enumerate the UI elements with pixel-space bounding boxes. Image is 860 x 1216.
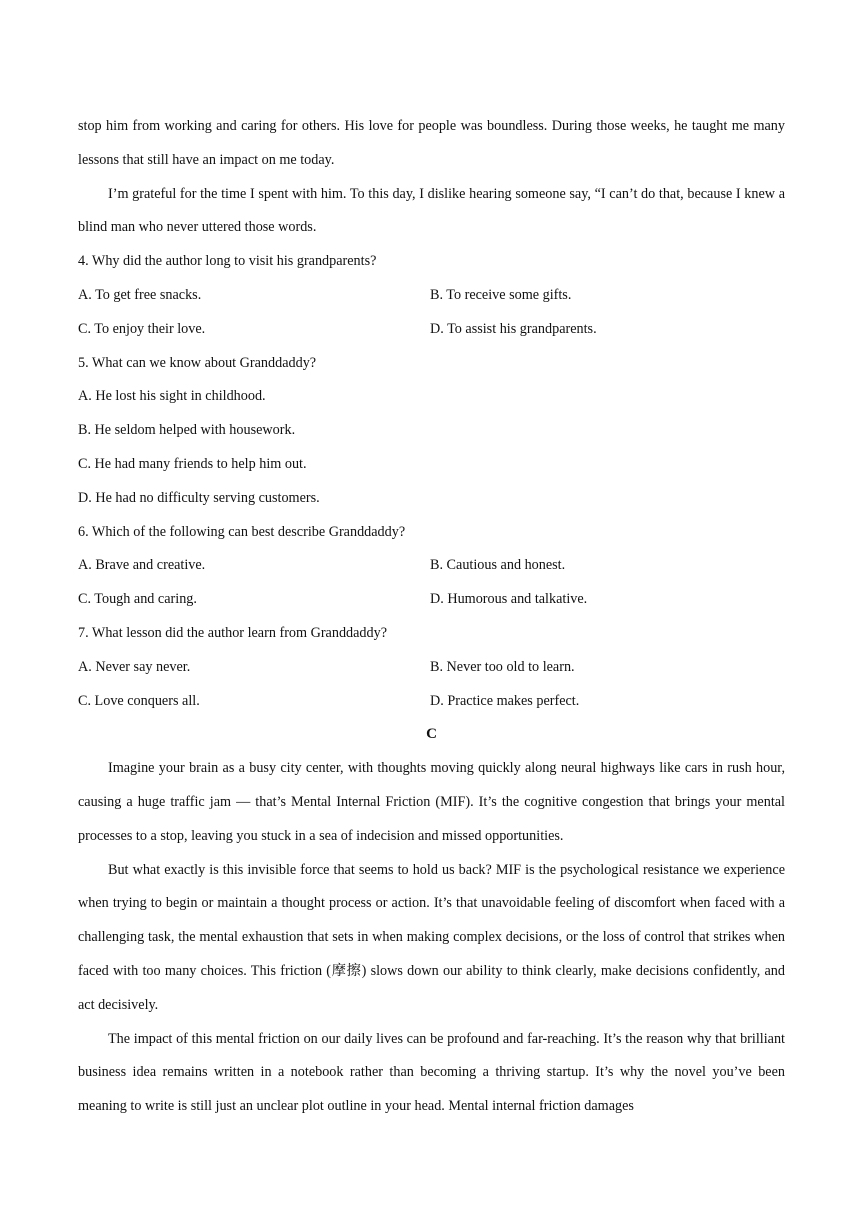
option-row <box>78 313 785 347</box>
option-row <box>78 583 785 617</box>
question-stem: 7. What lesson did the author learn from Granddaddy? <box>78 624 388 641</box>
option-a: A. He lost his sight in childhood. <box>78 388 266 405</box>
option-row <box>78 685 785 719</box>
option-row <box>78 279 785 313</box>
question-4 <box>78 245 785 346</box>
paragraph: The impact of this mental friction on our daily lives can be profound and far-reaching. It’s the reason why that brilliant business idea remains written in a notebook rather than becoming a thriving startup. It’s why the novel you’ve been meaning to write is still just an unclear plot outline in your head. Mental internal friction damages <box>78 1030 785 1115</box>
option-c: C. Love conquers all. <box>78 692 200 709</box>
paragraph: Imagine your brain as a busy city center, with thoughts moving quickly along neural highways like cars in rush hour, causing a huge traffic jam — that’s Mental Internal Friction (MIF). It’s the cognitive congestion that brings your mental processes to a stop, leaving you stuck in a sea of indecision and missed opportunities. <box>78 760 785 844</box>
document-page <box>78 110 785 1124</box>
option-c: C. Tough and caring. <box>78 591 197 608</box>
option-d: D. He had no difficulty serving customers. <box>78 489 320 506</box>
paragraph: I’m grateful for the time I spent with him. To this day, I dislike hearing someone say, “I can’t do that, because I knew a blind man who never uttered those words. <box>78 185 785 236</box>
question-7 <box>78 617 785 718</box>
paragraph: stop him from working and caring for others. His love for people was boundless. During those weeks, he taught me many lessons that still have an impact on me today. <box>78 118 785 168</box>
paragraph: But what exactly is this invisible force that seems to hold us back? MIF is the psychological resistance we experience when trying to begin or maintain a thought process or action. It’s that unavoidable feeling of discomfort when faced with a challenging task, the mental exhaustion that sets in when making complex decisions, or the loss of control that strikes when faced with too many choices. This friction (摩擦) slows down our ability to think clearly, make decisions confidently, and act decisively. <box>78 861 785 1013</box>
option-a: A. Never say never. <box>78 658 191 675</box>
question-6 <box>78 516 785 617</box>
option-d: D. To assist his grandparents. <box>430 320 597 337</box>
option-a: A. To get free snacks. <box>78 286 202 303</box>
option-b: B. He seldom helped with housework. <box>78 422 296 439</box>
question-stem: 4. Why did the author long to visit his grandparents? <box>78 253 377 270</box>
option-d: D. Humorous and talkative. <box>430 591 588 608</box>
section-title: C <box>426 726 437 743</box>
question-stem: 5. What can we know about Granddaddy? <box>78 354 317 371</box>
option-b: B. To receive some gifts. <box>430 286 572 303</box>
option-c: C. He had many friends to help him out. <box>78 455 307 472</box>
option-row <box>78 549 785 583</box>
question-stem: 6. Which of the following can best describe Granddaddy? <box>78 523 406 540</box>
option-b: B. Cautious and honest. <box>430 557 566 574</box>
option-row <box>78 651 785 685</box>
question-5 <box>78 347 785 516</box>
option-d: D. Practice makes perfect. <box>430 692 580 709</box>
option-c: C. To enjoy their love. <box>78 320 206 337</box>
option-b: B. Never too old to learn. <box>430 658 575 675</box>
option-a: A. Brave and creative. <box>78 557 206 574</box>
